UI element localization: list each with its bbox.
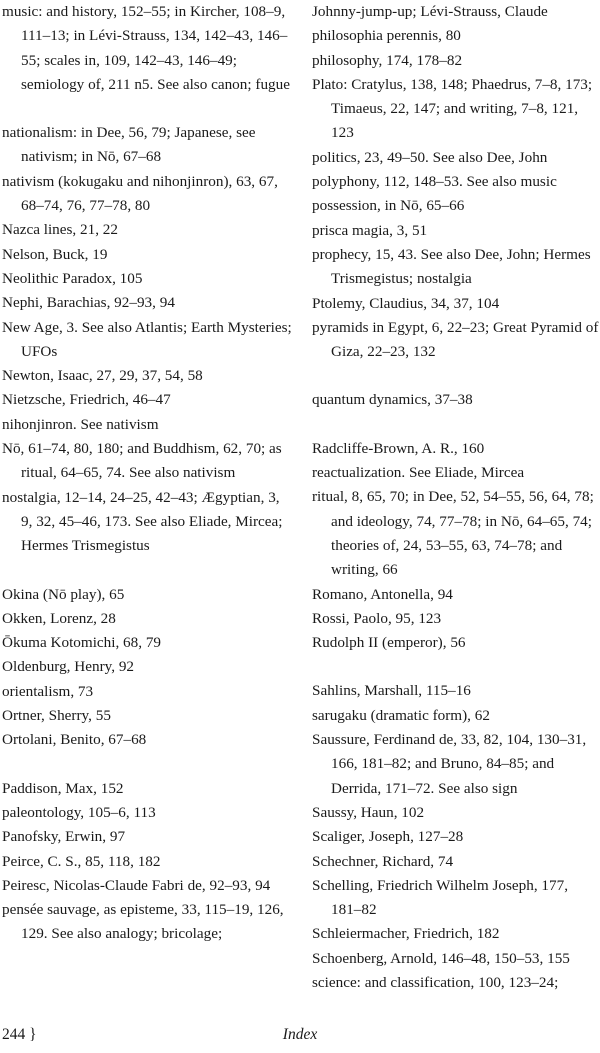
index-entry: sarugaku (dramatic form), 62 [312, 706, 490, 724]
index-entry: pensée sauvage, as episteme, 33, 115–19, 126, 129. See also analogy; bricolage; [2, 901, 284, 943]
index-entry: Rossi, Paolo, 95, 123 [312, 609, 442, 627]
index-entry: Scaliger, Joseph, 127–28 [312, 828, 464, 846]
index-entry: Neolithic Paradox, 105 [2, 269, 143, 287]
index-entry: Panofsky, Erwin, 97 [2, 828, 126, 846]
index-entry: prisca magia, 3, 51 [312, 221, 428, 239]
index-entry: Schleiermacher, Friedrich, 182 [312, 925, 500, 943]
index-entry: nativism (kokugaku and nihonjinron), 63, 67, 68–74, 76, 77–78, 80 [2, 172, 278, 215]
index-column-left [2, 0, 294, 947]
index-entry: nationalism: in Dee, 56, 79; Japanese, see nativism; in Nō, 67–68 [2, 124, 256, 166]
index-entry: music: and history, 152–55; in Kircher, 108–9, 111–13; in Lévi-Strauss, 134, 142–43, 146–55; scales in, 109, 142–43, 146–49; semiology of, 211 n5. See also canon; fugue [2, 3, 290, 93]
index-entry: Schoenberg, Arnold, 146–48, 150–53, 155 [312, 949, 570, 967]
index-entry: Johnny-jump-up; Lévi-Strauss, Claude [312, 3, 548, 20]
index-entry: Ortolani, Benito, 67–68 [2, 731, 147, 749]
index-entry: Nazca lines, 21, 22 [2, 221, 118, 239]
page-footer [0, 1020, 600, 1050]
index-entry: Ōkuma Kotomichi, 68, 79 [2, 634, 162, 652]
index-entry: Newton, Isaac, 27, 29, 37, 54, 58 [2, 367, 203, 385]
index-entry: New Age, 3. See also Atlantis; Earth Mysteries; UFOs [2, 318, 292, 360]
index-entry: polyphony, 112, 148–53. See also music [312, 173, 557, 191]
running-head: Index [282, 1026, 318, 1043]
index-entry: possession, in Nō, 65–66 [312, 197, 465, 215]
index-entry: ritual, 8, 65, 70; in Dee, 52, 54–55, 56, 64, 78; and ideology, 74, 77–78; in Nō, 64–65, 74; theories of, 24, 53–55, 63, 74–78; and writing, 66 [312, 488, 594, 579]
index-entry: philosophia perennis, 80 [312, 27, 461, 45]
index-entry: Ortner, Sherry, 55 [2, 707, 111, 725]
index-section-gap [2, 753, 294, 777]
index-entry: prophecy, 15, 43. See also Dee, John; Hermes Trismegistus; nostalgia [312, 245, 591, 288]
index-entry: Nephi, Barachias, 92–93, 94 [2, 294, 175, 312]
index-entry: Okina (Nō play), 65 [2, 585, 125, 603]
index-entry: orientalism, 73 [2, 682, 94, 700]
index-entry: Schelling, Friedrich Wilhelm Joseph, 177, 181–82 [312, 876, 568, 919]
index-entry: Ptolemy, Claudius, 34, 37, 104 [312, 294, 500, 312]
index-entry: Saussy, Haun, 102 [312, 803, 425, 821]
index-entry: Rudolph II (emperor), 56 [312, 634, 466, 652]
index-section-gap [2, 97, 294, 121]
index-entry: Nelson, Buck, 19 [2, 245, 108, 263]
index-entry: Plato: Cratylus, 138, 148; Phaedrus, 7–8, 173; Timaeus, 22, 147; and writing, 7–8, 121, 123 [312, 75, 593, 142]
page-number: 244 } [2, 1026, 37, 1043]
index-entry: Oldenburg, Henry, 92 [2, 658, 135, 676]
index-entry: nostalgia, 12–14, 24–25, 42–43; Ægyptian, 3, 9, 32, 45–46, 173. See also Eliade, Mircea; Hermes Trismegistus [2, 488, 283, 555]
index-section-gap [312, 364, 600, 388]
index-entry: pyramids in Egypt, 6, 22–23; Great Pyramid of Giza, 22–23, 132 [312, 318, 599, 361]
index-entry: philosophy, 174, 178–82 [312, 51, 463, 69]
index-entry: Schechner, Richard, 74 [312, 852, 454, 870]
index-entry: nihonjinron. See nativism [2, 415, 159, 433]
index-entry: Romano, Antonella, 94 [312, 585, 453, 603]
index-entry: Saussure, Ferdinand de, 33, 82, 104, 130–31, 166, 181–82; and Bruno, 84–85; and Derrida, 171–72. See also sign [312, 731, 587, 797]
index-entry: paleontology, 105–6, 113 [2, 803, 156, 821]
index-entry: quantum dynamics, 37–38 [312, 391, 473, 409]
index-entry: science: and classification, 100, 123–24; [312, 973, 559, 991]
index-entry: Paddison, Max, 152 [2, 779, 124, 797]
index-entry: Peiresc, Nicolas-Claude Fabri de, 92–93, 94 [2, 876, 271, 894]
index-section-gap [2, 559, 294, 583]
index-entry: Radcliffe-Brown, A. R., 160 [312, 439, 485, 457]
index-entry: reactualization. See Eliade, Mircea [312, 464, 525, 482]
index-section-gap [312, 413, 600, 437]
index-entry: Nō, 61–74, 80, 180; and Buddhism, 62, 70; as ritual, 64–65, 74. See also nativism [2, 440, 282, 482]
index-entry: Okken, Lorenz, 28 [2, 609, 116, 627]
index-entry: Nietzsche, Friedrich, 46–47 [2, 391, 171, 409]
index-entry: Sahlins, Marshall, 115–16 [312, 682, 471, 700]
index-column-right [312, 0, 600, 995]
index-entry: Peirce, C. S., 85, 118, 182 [2, 852, 161, 870]
index-entry: politics, 23, 49–50. See also Dee, John [312, 148, 548, 166]
index-section-gap [312, 655, 600, 679]
